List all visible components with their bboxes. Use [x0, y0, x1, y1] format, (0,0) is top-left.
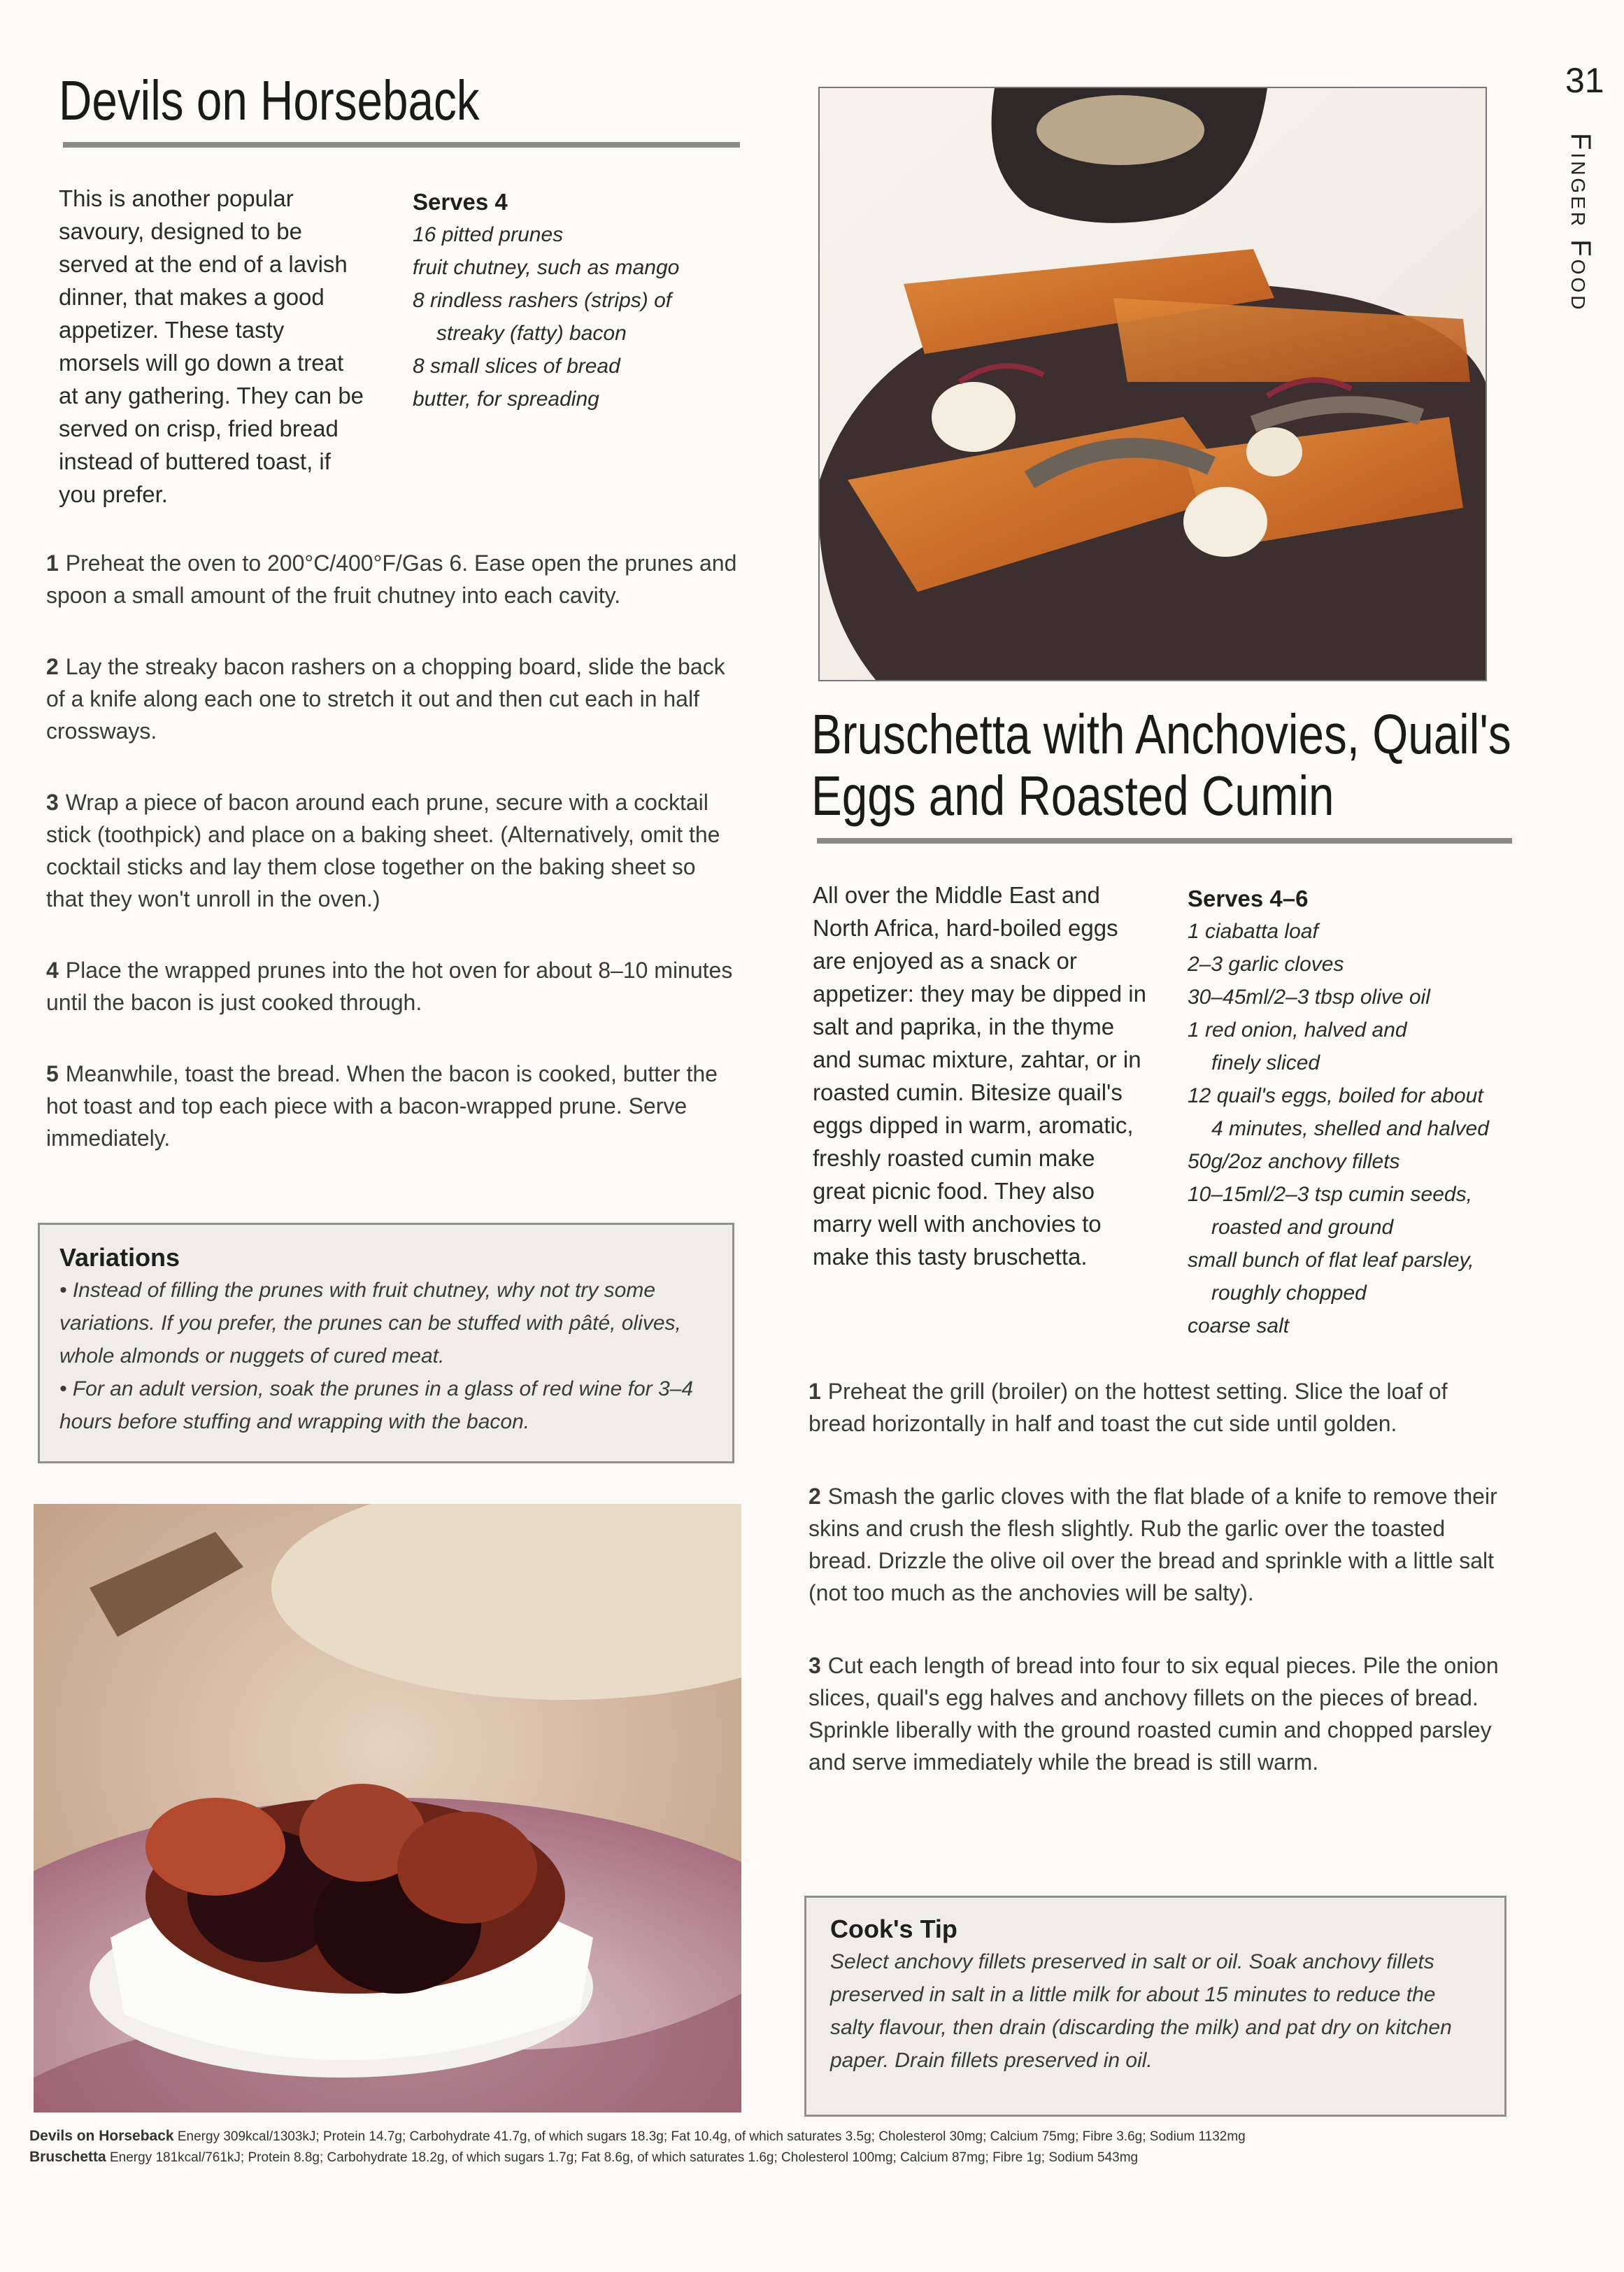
method-step: 5 Meanwhile, toast the bread. When the bacon is cooked, butter the hot toast and top each piece with a bacon-wrapped prune. Serve immediately. [46, 1061, 718, 1151]
method-step: 2 Lay the streaky bacon rashers on a chopping board, slide the back of a knife along each one to stretch it out and then cut each in half crossways. [46, 654, 725, 744]
variation-item: • Instead of filling the prunes with fruit chutney, why not try some variations. If you prefer, the prunes can be stuffed with pâté, olives, whole almonds or nuggets of cured meat. [59, 1279, 681, 1368]
nutrition-values: Energy 309kcal/1303kJ; Protein 14.7g; Carbohydrate 41.7g, of which sugars 18.3g; Fat 10.4g, of which saturates 3.5g; Cholesterol 30mg; Calcium 75mg; Fibre 3.6g; Sodium 1132mg [177, 2129, 1246, 2144]
bruschetta-photo-illustration [820, 88, 1486, 680]
nutrition-name: Devils on Horseback [29, 2128, 174, 2144]
recipe-title-devils: Devils on Horseback [59, 69, 480, 132]
ingredient: 8 small slices of bread [413, 355, 620, 378]
ingredient: 12 quail's eggs, boiled for about [1188, 1084, 1483, 1107]
ingredient: fruit chutney, such as mango [413, 256, 680, 279]
nutrition-line [29, 2127, 1498, 2147]
ingredient: finely sliced [1211, 1051, 1320, 1074]
nutrition-values: Energy 181kcal/761kJ; Protein 8.8g; Carbohydrate 18.2g, of which sugars 1.7g; Fat 8.6g, of which saturates 1.6g; Cholesterol 100mg; Calcium 87mg; Fibre 1g; Sodium 543mg [109, 2150, 1139, 2165]
variations-box [38, 1223, 734, 1463]
method-step: 2 Smash the garlic cloves with the flat blade of a knife to remove their skins and crush the flesh slightly. Rub the garlic over the toasted bread. Drizzle the olive oil over the bread and sprinkle with a little salt (not too much as the anchovies will be salty). [809, 1484, 1497, 1605]
ingredient: 10–15ml/2–3 tsp cumin seeds, [1188, 1183, 1472, 1206]
ingredient: 50g/2oz anchovy fillets [1188, 1150, 1400, 1173]
variation-item: • For an adult version, soak the prunes in a glass of red wine for 3–4 hours before stuffing and wrapping with the bacon. [59, 1377, 694, 1433]
method-step: 3 Wrap a piece of bacon around each prune, secure with a cocktail stick (toothpick) and place on a baking sheet. (Alternatively, omit the cocktail sticks and lay them close together on the baking sheet so that they won't unroll in the oven.) [46, 790, 720, 911]
ingredient: 30–45ml/2–3 tbsp olive oil [1188, 986, 1430, 1009]
ingredient: roasted and ground [1211, 1216, 1394, 1239]
recipe-title-bruschetta-line1: Bruschetta with Anchovies, Quail's [811, 703, 1511, 765]
ingredient: 1 red onion, halved and [1188, 1018, 1407, 1042]
cooks-tip-box [804, 1896, 1507, 2117]
bruschetta-ingredients [1188, 883, 1516, 1342]
devils-method [46, 547, 739, 1154]
cooks-tip-text: Select anchovy fillets preserved in salt or oil. Soak anchovy fillets preserved in salt in a little milk for about 15 minutes to reduce the salty flavour, then drain (discarding the milk) and pat dry on kitchen paper. Drain fillets preserved in oil. [830, 1950, 1452, 2072]
variations-heading: Variations [59, 1243, 180, 1272]
title-rule-devils [63, 142, 740, 148]
section-label: Finger Food [1565, 133, 1596, 313]
method-step: 4 Place the wrapped prunes into the hot oven for about 8–10 minutes until the bacon is just cooked through. [46, 958, 733, 1015]
cooks-tip-heading: Cook's Tip [830, 1915, 957, 1943]
bruschetta-method [809, 1375, 1508, 1778]
devils-photo [34, 1504, 741, 2113]
ingredient: 16 pitted prunes [413, 223, 564, 246]
ingredient: 8 rindless rashers (strips) of [413, 289, 672, 312]
page-number: 31 [1565, 61, 1604, 100]
ingredient: roughly chopped [1211, 1281, 1367, 1305]
ingredient: butter, for spreading [413, 388, 599, 411]
ingredient: coarse salt [1188, 1314, 1290, 1337]
method-step: 1 Preheat the grill (broiler) on the hottest setting. Slice the loaf of bread horizontally in half and toast the cut side until golden. [809, 1379, 1448, 1436]
bruschetta-intro: All over the Middle East and North Africa, hard-boiled eggs are enjoyed as a snack or appetizer: they may be dipped in salt and paprika, in the thyme and sumac mixture, zahtar, or in roasted cumin. Bitesize quail's eggs dipped in warm, aromatic, freshly roasted cumin make great picnic food. They also marry well with anchovies to make this tasty bruschetta. [813, 882, 1146, 1270]
devils-serves: Serves 4 [413, 189, 508, 215]
title-rule-bruschetta [817, 838, 1512, 844]
method-step: 3 Cut each length of bread into four to six equal pieces. Pile the onion slices, quail's egg halves and anchovy fillets on the pieces of bread. Sprinkle liberally with the ground roasted cumin and chopped parsley and serve immediately while the bread is still warm. [809, 1653, 1499, 1775]
devils-ingredients [413, 186, 706, 416]
method-step: 1 Preheat the oven to 200°C/400°F/Gas 6. Ease open the prunes and spoon a small amount of the fruit chutney into each cavity. [46, 551, 737, 608]
bruschetta-photo-frame [818, 87, 1487, 681]
nutrition-line [29, 2147, 1498, 2168]
ingredient: small bunch of flat leaf parsley, [1188, 1249, 1474, 1272]
ingredient: streaky (fatty) bacon [436, 322, 627, 345]
devils-intro: This is another popular savoury, designed to be served at the end of a lavish dinner, that makes a good appetizer. These tasty morsels will go down a treat at any gathering. They can be served on crisp, fried bread instead of buttered toast, if you prefer. [59, 185, 364, 507]
bruschetta-serves: Serves 4–6 [1188, 886, 1309, 911]
ingredient: 1 ciabatta loaf [1188, 920, 1318, 943]
ingredient: 4 minutes, shelled and halved [1211, 1117, 1489, 1140]
nutrition-name: Bruschetta [29, 2149, 106, 2165]
devils-photo-illustration [34, 1504, 741, 2113]
recipe-title-bruschetta-line2: Eggs and Roasted Cumin [811, 765, 1334, 827]
ingredient: 2–3 garlic cloves [1188, 953, 1344, 976]
